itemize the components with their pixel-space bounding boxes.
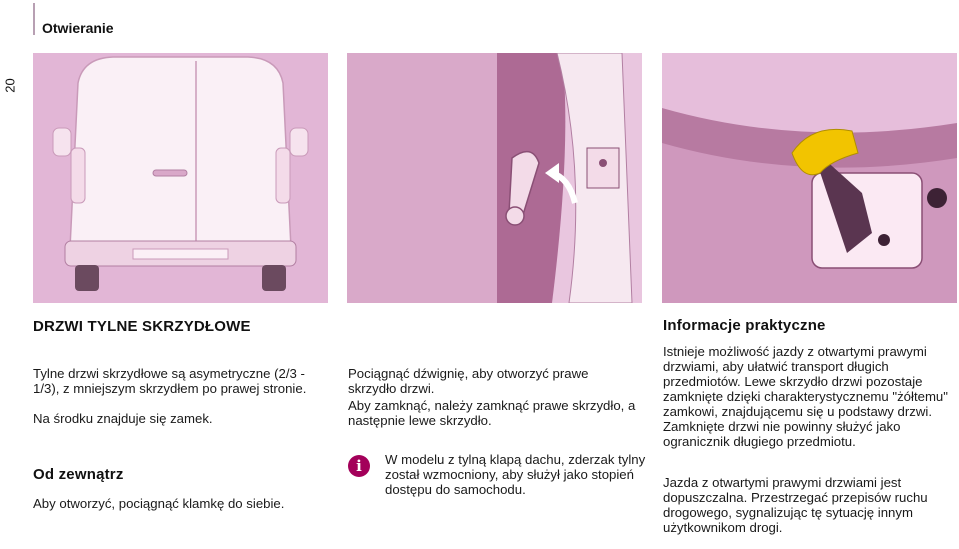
door-lever-illustration (347, 53, 642, 303)
yellow-latch-drawing (662, 53, 957, 303)
practical-info-text: Istnieje możliwość jazdy z otwartymi prawymi drzwiami, aby ułatwić transport długich przedmiotów. Lewe skrzydło drzwi pozostaje zamknięte dzięki charakterystycznemu "żółtemu" zamkowi, znajdującemu się u podstawy drzwi. Zamknięte drzwi nie powinny służyć jako ogranicznik długiego przedmiotu. (663, 344, 948, 449)
van-rear-drawing (33, 53, 328, 303)
roof-hatch-note: W modelu z tylną klapą dachu, zderzak tylny został wzmocniony, aby służył jako stopień dostępu do samochodu. (385, 452, 646, 497)
outside-heading: Od zewnątrz (33, 466, 124, 483)
yellow-latch-illustration (662, 53, 957, 303)
practical-info-heading: Informacje praktyczne (663, 317, 826, 334)
page-number: 20 (2, 78, 18, 93)
rear-doors-description: Tylne drzwi skrzydłowe są asymetryczne (2/3 - 1/3), z mniejszym skrzydłem po prawej stronie. (33, 366, 307, 396)
lock-location-text: Na środku znajduje się zamek. (33, 411, 213, 426)
road-rules-text: Jazda z otwartymi prawymi drzwiami jest dopuszczalna. Przestrzegać przepisów ruchu drogowego, sygnalizując tę sytuację innym użytkownikom drogi. (663, 475, 928, 535)
closing-text: Aby zamknąć, należy zamknąć prawe skrzydło, a następnie lewe skrzydło. (348, 398, 636, 428)
info-icon: i (348, 455, 370, 477)
outside-opening-text: Aby otworzyć, pociągnąć klamkę do siebie. (33, 496, 285, 511)
door-lever-drawing (347, 53, 642, 303)
van-rear-illustration (33, 53, 328, 303)
rear-doors-heading: DRZWI TYLNE SKRZYDŁOWE (33, 318, 251, 335)
lever-open-text: Pociągnąć dźwignię, aby otworzyć prawe skrzydło drzwi. (348, 366, 589, 396)
header-bar (33, 3, 35, 35)
section-title: Otwieranie (42, 20, 114, 36)
